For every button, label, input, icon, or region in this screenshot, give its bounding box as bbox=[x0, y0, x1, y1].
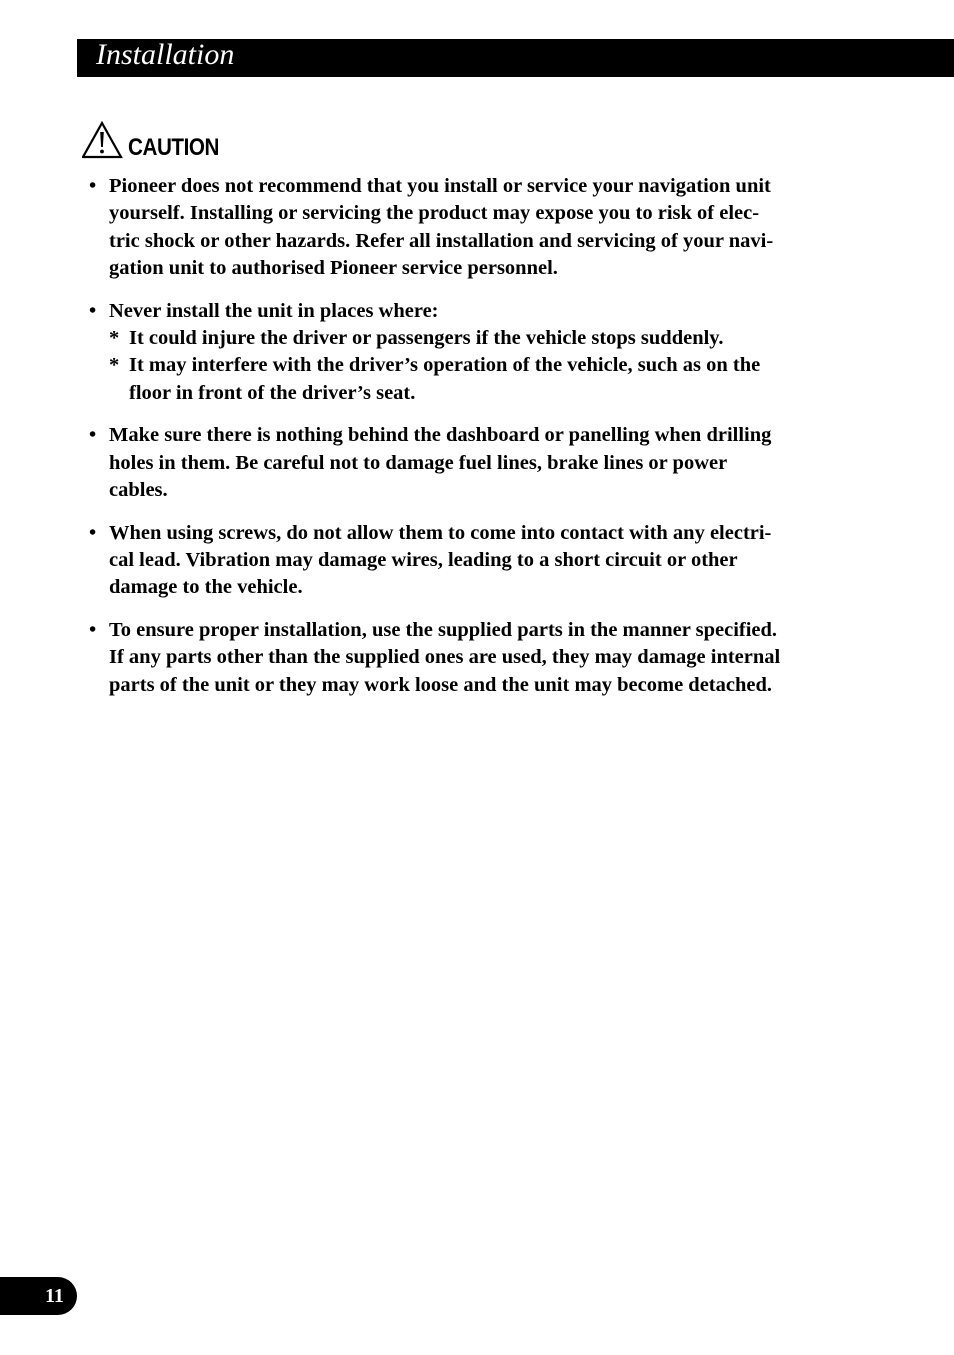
text-line: It may interfere with the driver’s operation of the vehicle, such as on the bbox=[129, 354, 761, 377]
text-line: damage to the vehicle. bbox=[109, 576, 303, 599]
asterisk-marker: * bbox=[109, 354, 120, 377]
bullet-marker: • bbox=[89, 424, 97, 447]
caution-list bbox=[89, 173, 869, 715]
bullet-marker: • bbox=[89, 521, 97, 544]
section-title: Installation bbox=[96, 38, 235, 71]
text-line: floor in front of the driver’s seat. bbox=[129, 381, 416, 404]
caution-list-item bbox=[89, 520, 869, 602]
caution-list-item bbox=[89, 298, 869, 407]
caution-list-item bbox=[89, 173, 869, 282]
text-line: gation unit to authorised Pioneer service personnel. bbox=[109, 256, 558, 279]
warning-triangle-icon bbox=[82, 120, 126, 160]
section-header-bar bbox=[77, 39, 954, 77]
text-line: tric shock or other hazards. Refer all installation and servicing of your navi- bbox=[109, 229, 774, 252]
caution-heading bbox=[82, 116, 234, 160]
caution-label: CAUTION bbox=[128, 134, 220, 161]
text-line: cal lead. Vibration may damage wires, leading to a short circuit or other bbox=[109, 549, 738, 572]
text-line: Pioneer does not recommend that you install or service your navigation unit bbox=[109, 175, 771, 197]
text-line: yourself. Installing or servicing the product may expose you to risk of elec- bbox=[109, 202, 760, 225]
bullet-marker: • bbox=[89, 175, 97, 197]
asterisk-marker: * bbox=[109, 326, 120, 349]
text-line: When using screws, do not allow them to come into contact with any electri- bbox=[109, 521, 772, 544]
text-line: cables. bbox=[109, 478, 168, 501]
sub-list-item bbox=[109, 325, 869, 352]
bullet-marker: • bbox=[89, 299, 97, 322]
page-number: 11 bbox=[45, 1285, 64, 1307]
caution-list-item bbox=[89, 422, 869, 504]
text-line: Never install the unit in places where: bbox=[109, 299, 439, 322]
text-line: It could injure the driver or passengers if the vehicle stops suddenly. bbox=[129, 326, 724, 349]
text-line: To ensure proper installation, use the supplied parts in the manner specified. bbox=[109, 619, 778, 642]
bullet-marker: • bbox=[89, 619, 97, 642]
text-line: Make sure there is nothing behind the dashboard or panelling when drilling bbox=[109, 424, 772, 447]
sub-list-item bbox=[109, 352, 869, 407]
caution-list-item bbox=[89, 617, 869, 699]
text-line: If any parts other than the supplied ones are used, they may damage internal bbox=[109, 646, 781, 669]
page-number-tab bbox=[0, 1277, 77, 1315]
text-line: holes in them. Be careful not to damage fuel lines, brake lines or power bbox=[109, 451, 728, 474]
text-line: parts of the unit or they may work loose and the unit may become detached. bbox=[109, 673, 772, 696]
